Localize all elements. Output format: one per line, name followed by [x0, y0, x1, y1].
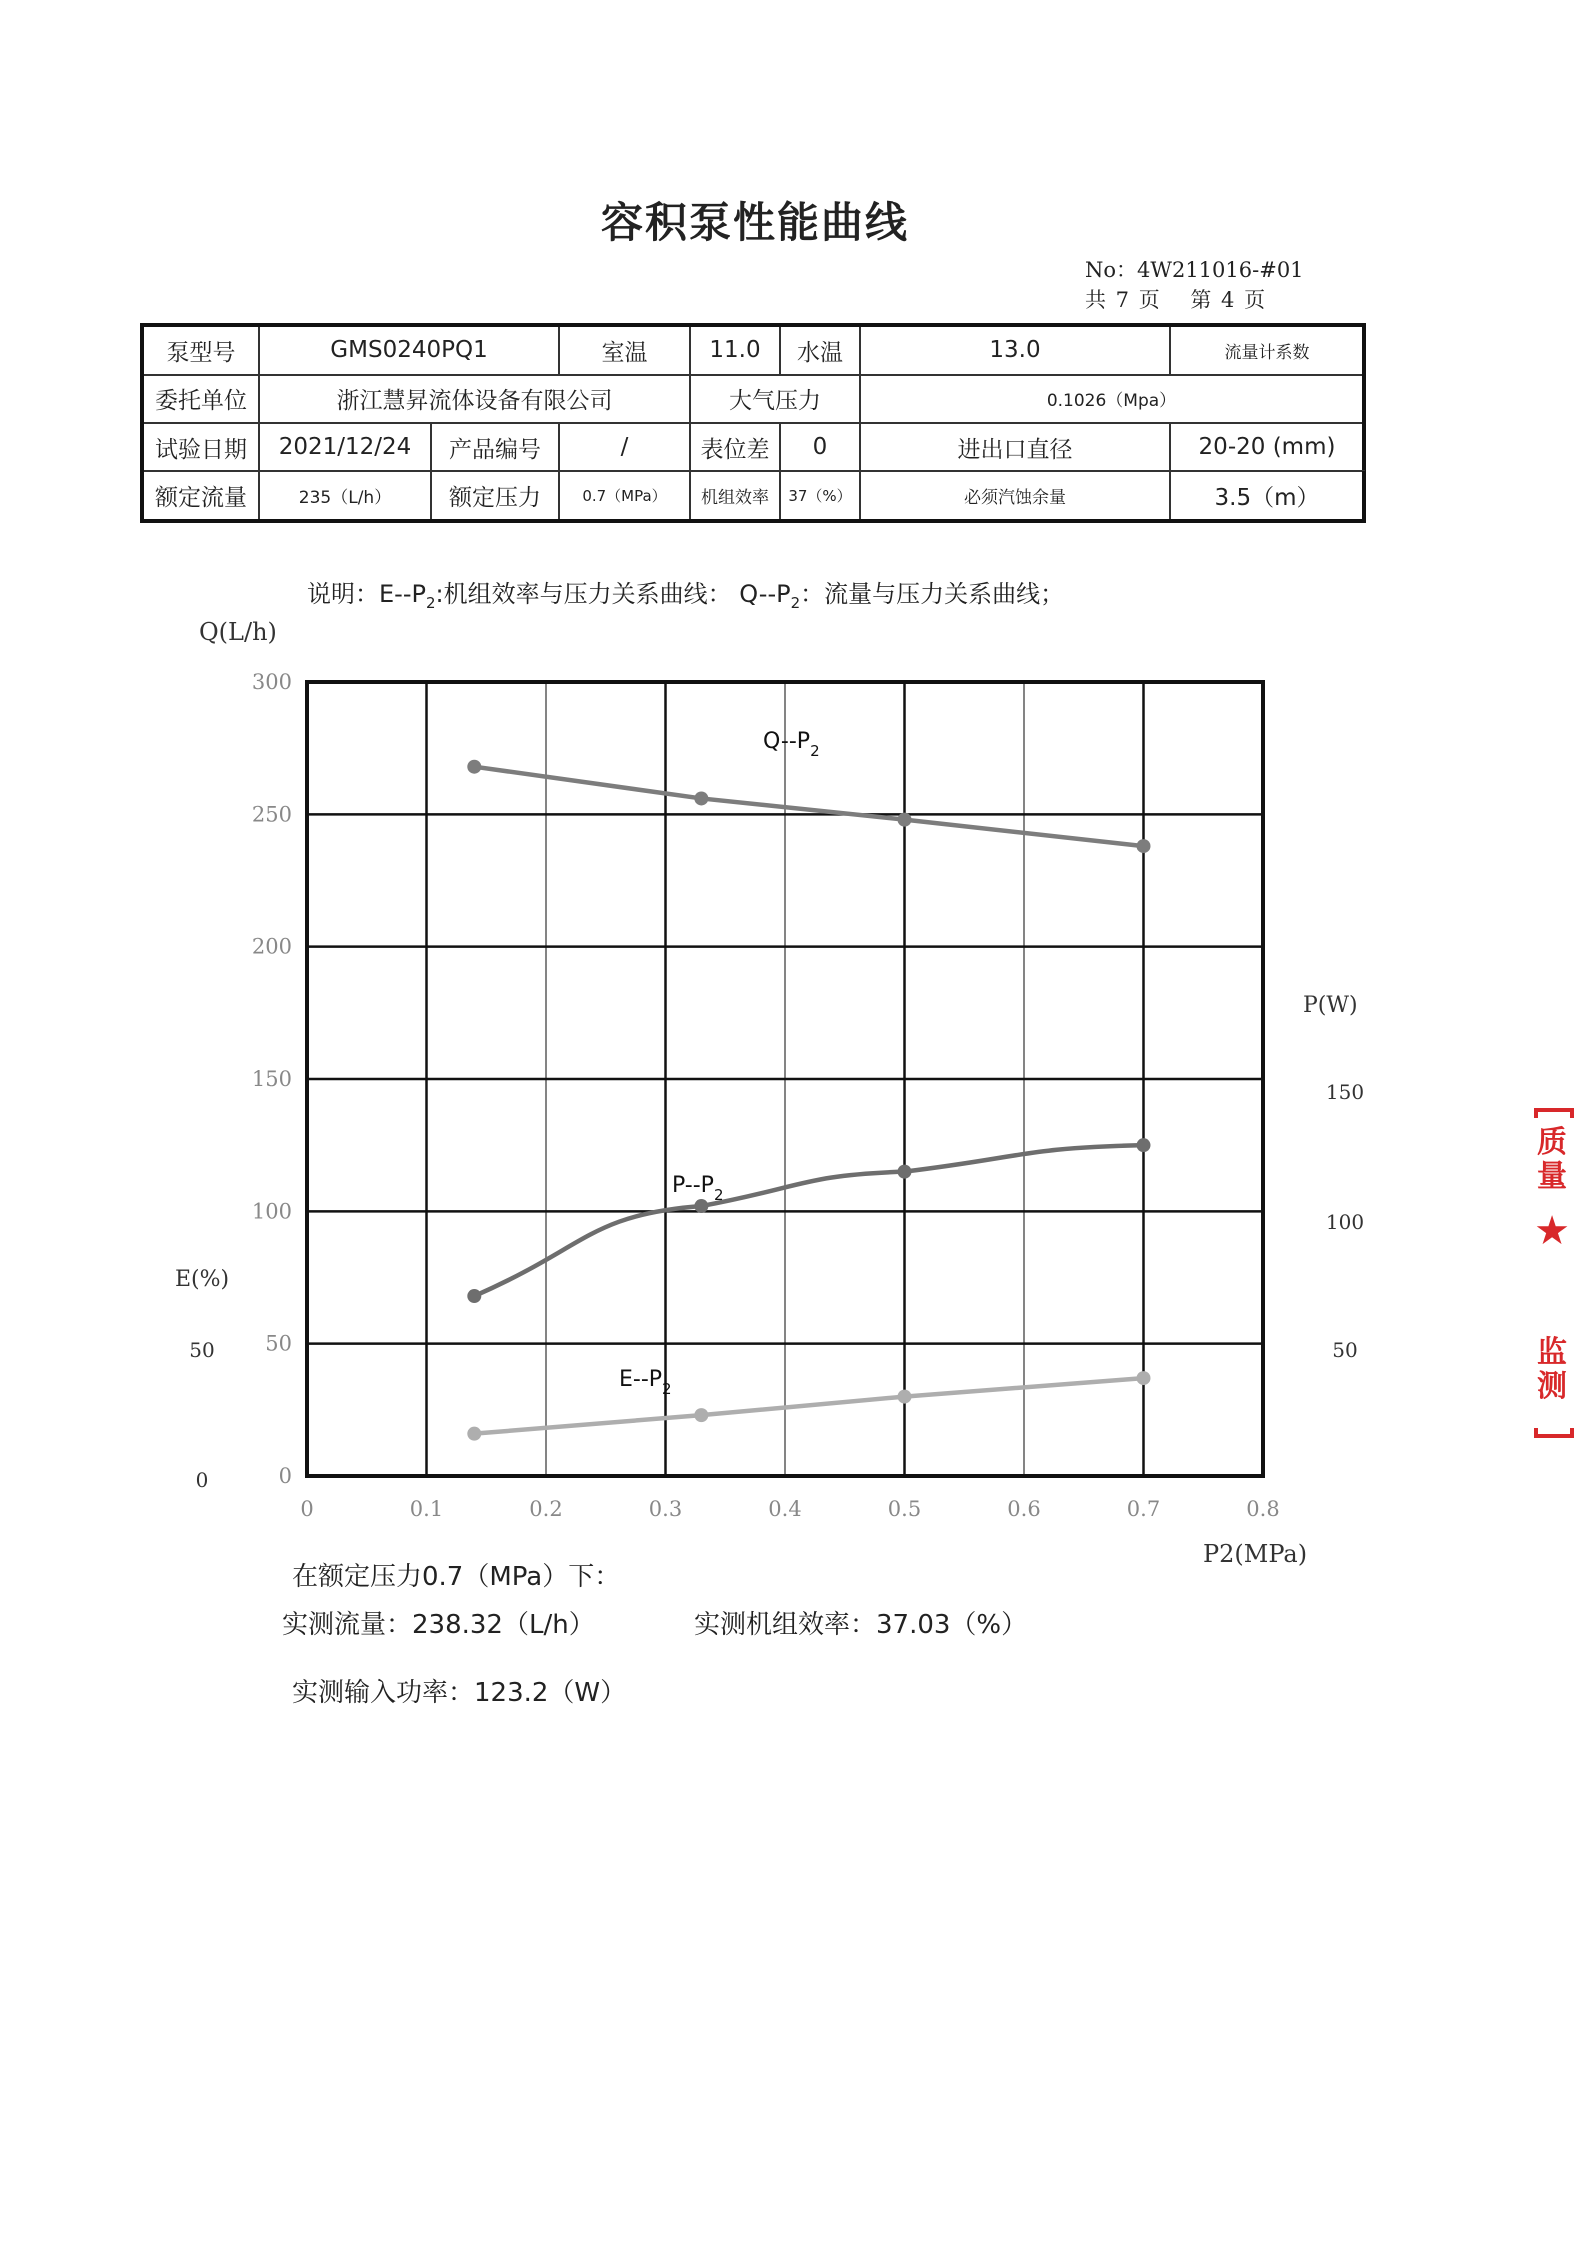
note-suffix: ：流量与压力关系曲线； [800, 580, 1065, 608]
rated-pressure-value: 0.7（MPa） [559, 471, 690, 521]
y-right-tick-label: 150 [1325, 1080, 1365, 1104]
x-tick-label: 0 [300, 1497, 314, 1521]
y-tick-label: 100 [251, 1199, 292, 1224]
y-tick-label: 250 [251, 802, 292, 827]
series-line [474, 767, 1143, 846]
x-tick-label: 0.8 [1246, 1497, 1280, 1521]
data-point [1137, 1371, 1151, 1385]
diameter-value: 20-20 (mm) [1170, 423, 1364, 471]
y-efficiency-tick-label: 0 [195, 1468, 209, 1492]
water-temp-value: 13.0 [860, 325, 1170, 375]
x-tick-label: 0.5 [887, 1497, 922, 1521]
level-diff-label: 表位差 [690, 423, 780, 471]
x-tick-label: 0.1 [409, 1497, 444, 1521]
test-date-value: 2021/12/24 [259, 423, 431, 471]
room-temp-value: 11.0 [690, 325, 780, 375]
stamp-bracket-top [1534, 1108, 1574, 1118]
document-title: 容积泵性能曲线 [600, 198, 909, 247]
y-tick-label: 50 [265, 1331, 292, 1356]
series-label-sub: 2 [662, 1380, 672, 1398]
room-temp-label: 室温 [559, 325, 690, 375]
y-right-tick-label: 50 [1332, 1338, 1358, 1362]
result-flow: 实测流量：238.32（L/h） [282, 1610, 595, 1640]
series-label-text: P--P [672, 1173, 714, 1198]
series-label-sub: 2 [713, 1186, 724, 1204]
note-middle: :机组效率与压力关系曲线： Q--P [435, 580, 791, 608]
y-tick-label: 300 [251, 670, 292, 694]
rated-pressure-label: 额定压力 [431, 471, 559, 521]
result-efficiency: 实测机组效率：37.03（%） [694, 1610, 1028, 1640]
rated-flow-label: 额定流量 [142, 471, 259, 521]
y-efficiency-axis-label: E(%) [175, 1267, 230, 1292]
note-sub: 2 [425, 593, 436, 612]
pump-type-value: GMS0240PQ1 [259, 325, 559, 375]
series-label [763, 729, 820, 760]
level-diff-value: 0 [780, 423, 860, 471]
quality-stamp [1532, 1108, 1572, 1438]
y-right-axis-label: P(W) [1303, 993, 1358, 1018]
y-axis-label: Q(L/h) [199, 618, 277, 646]
y-right-tick-label: 100 [1325, 1210, 1365, 1234]
result-condition: 在额定压力0.7（MPa）下： [292, 1562, 621, 1592]
efficiency-value: 37（%） [780, 471, 860, 521]
product-no-value: / [559, 423, 690, 471]
series-line [474, 1378, 1143, 1434]
npsh-label: 必须汽蚀余量 [860, 471, 1170, 521]
page-indicator: 共 7 页 第 4 页 [1085, 288, 1266, 312]
pump-type-label: 泵型号 [142, 325, 259, 375]
note-sub: 2 [790, 593, 801, 612]
atm-pressure-value: 0.1026（Mpa） [860, 375, 1364, 423]
series-label [619, 1367, 672, 1398]
data-point [467, 1289, 481, 1303]
data-point [467, 760, 481, 774]
diameter-label: 进出口直径 [860, 423, 1170, 471]
star-icon: ★ [1534, 1208, 1570, 1254]
y-tick-label: 200 [251, 934, 292, 959]
data-point [694, 791, 708, 805]
x-tick-label: 0.2 [529, 1497, 563, 1521]
product-no-label: 产品编号 [431, 423, 559, 471]
series-label [672, 1173, 723, 1204]
document-number: No：4W211016-#01 [1085, 258, 1304, 282]
data-point [694, 1408, 708, 1422]
stamp-top-text: 质量 [1537, 1125, 1567, 1194]
data-point [467, 1427, 481, 1441]
data-point [1137, 839, 1151, 853]
efficiency-label: 机组效率 [690, 471, 780, 521]
stamp-bracket-bottom [1534, 1428, 1574, 1438]
data-point [898, 1390, 912, 1404]
y-tick-label: 150 [251, 1067, 292, 1091]
client-value: 浙江慧昇流体设备有限公司 [259, 375, 690, 423]
test-date-label: 试验日期 [142, 423, 259, 471]
atm-pressure-label: 大气压力 [690, 375, 860, 423]
series-label-text: E--P [619, 1367, 663, 1392]
x-tick-label: 0.7 [1126, 1497, 1161, 1521]
rated-flow-value: 235（L/h） [259, 471, 431, 521]
x-tick-label: 0.4 [768, 1497, 802, 1521]
note-prefix: 说明：E--P [307, 580, 426, 608]
x-tick-label: 0.6 [1007, 1497, 1041, 1521]
stamp-bottom-text: 监测 [1537, 1335, 1567, 1404]
x-tick-label: 0.3 [648, 1497, 683, 1521]
x-axis-label: P2(MPa) [1203, 1540, 1308, 1568]
flow-coef-label: 流量计系数 [1170, 325, 1364, 375]
series-line [474, 1145, 1143, 1296]
data-point [1137, 1138, 1151, 1152]
water-temp-label: 水温 [780, 325, 860, 375]
data-point [898, 1165, 912, 1179]
client-label: 委托单位 [142, 375, 259, 423]
series-label-sub: 2 [810, 742, 820, 760]
npsh-value: 3.5（m） [1170, 471, 1364, 521]
data-point [694, 1199, 708, 1213]
y-efficiency-tick-label: 50 [189, 1338, 215, 1362]
data-point [898, 813, 912, 827]
series-label-text: Q--P [763, 729, 811, 754]
y-tick-label: 0 [278, 1464, 292, 1488]
result-power: 实测输入功率：123.2（W） [292, 1678, 627, 1708]
